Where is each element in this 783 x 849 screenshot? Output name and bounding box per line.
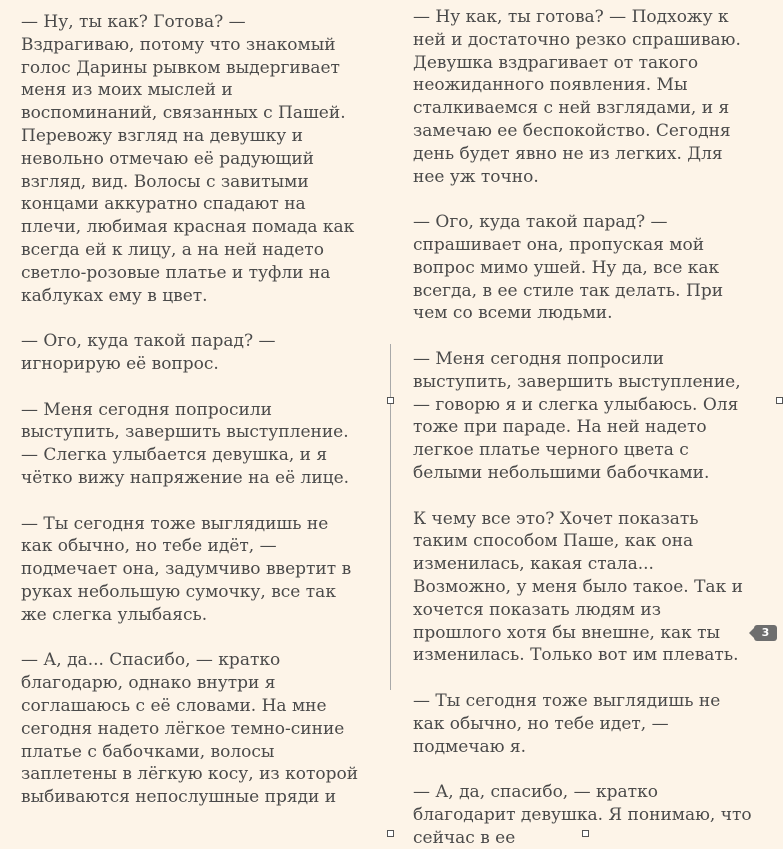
- comment-count-badge[interactable]: 3: [754, 625, 777, 641]
- paragraph: — Ну, ты как? Готова? — Вздрагиваю, потому что знакомый голос Дарины рывком выдергивает меня из моих мыслей и воспоминаний, связанных с Пашей. Перевожу взгляд на девушку и невольно отмечаю её радующий взгляд, вид. Волосы с завитыми концами аккуратно спадают на плечи, любимая красная помада как всегда ей к лицу, а на ней надето светло-розовые платье и туфли на каблуках ему в цвет.: [21, 12, 355, 306]
- paragraph: — Ого, куда такой парад? — спрашивает она, пропуская мой вопрос мимо ушей. Ну да, все как всегда, в ее стиле так делать. При чем со всеми людьми.: [413, 212, 724, 324]
- left-text-column: [21, 11, 361, 808]
- paragraph: — Ну как, ты готова? — Подхожу к ней и достаточно резко спрашиваю. Девушка вздрагивает от такого неожиданного появления. Мы сталкиваемся с ней взглядами, и я замечаю ее беспокойство. Сегодня день будет явно не из легких. Для нее уж точно.: [413, 7, 741, 187]
- column-divider[interactable]: [390, 344, 391, 690]
- paragraph: — А, да... Спасибо, — кратко благодарю, однако внутри я соглашаюсь с её словами. На мне сегодня надето лёгкое темно-синие платье с бабочками, волосы заплетены в лёгкую косу, из которой выбиваются непослушные пряди и: [21, 650, 359, 808]
- paragraph: — Ты сегодня тоже выглядишь не как обычно, но тебе идёт, — подмечает она, задумчиво ввертит в руках небольшую сумочку, все так же слегка улыбаясь.: [21, 513, 352, 625]
- paragraph: — Ого, куда такой парад? — игнорирую её вопрос.: [21, 331, 276, 374]
- right-text-column[interactable]: [413, 6, 753, 848]
- paragraph: — А, да, спасибо, — кратко благодарит девушка. Я понимаю, что сейчас в ее: [413, 782, 752, 848]
- paragraph: — Меня сегодня попросили выступить, завершить выступление. — Слегка улыбается девушка, и я чётко вижу напряжение на её лице.: [21, 399, 350, 488]
- paragraph: — Меня сегодня попросили выступить, завершить выступление, — говорю я и слегка улыбаюсь. Оля тоже при параде. На ней надето легкое платье черного цвета с белыми небольшими бабочками.: [413, 348, 741, 483]
- paragraph: К чему все это? Хочет показать таким способом Паше, как она изменилась, какая стала... Возможно, у меня было такое. Так и хочется показать людям из прошлого хотя бы внешне, как ты изменилась. Только вот им плевать.: [413, 508, 743, 666]
- resize-handle[interactable]: [387, 830, 394, 837]
- resize-handle[interactable]: [776, 397, 783, 404]
- resize-handle[interactable]: [387, 397, 394, 404]
- paragraph: — Ты сегодня тоже выглядишь не как обычно, но тебе идет, — подмечаю я.: [413, 690, 721, 757]
